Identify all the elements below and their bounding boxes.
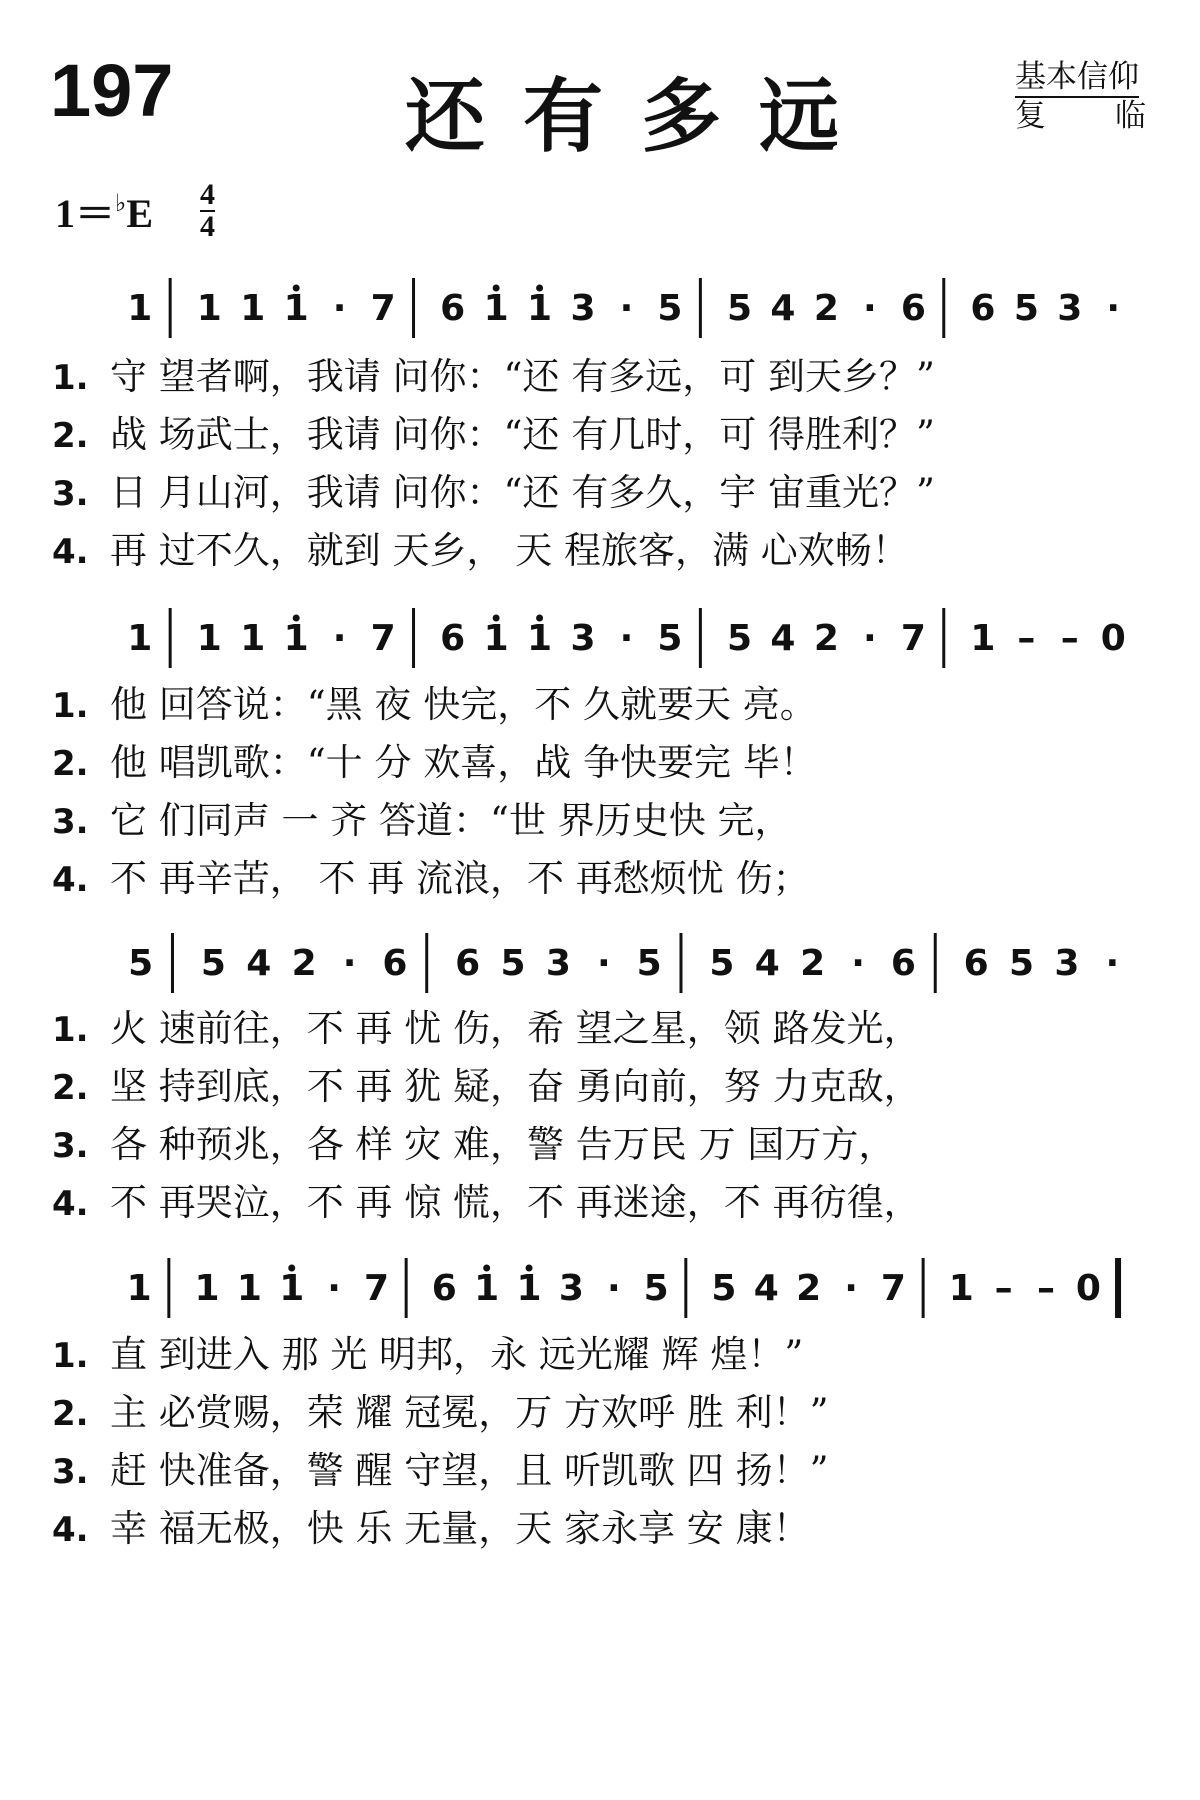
note: 5 <box>726 618 753 659</box>
note: 5 <box>1013 288 1039 329</box>
note: 2 <box>796 1268 822 1309</box>
note: 1 <box>970 618 996 659</box>
key-note: E <box>126 191 154 236</box>
verse-text: 火 速前往，不 再 忧 伤，希 望之星，领 路发光， <box>110 1007 921 1050</box>
note: 4 <box>770 618 796 659</box>
verse-line <box>52 857 810 902</box>
note: 3 <box>558 1268 584 1309</box>
verse-line <box>52 355 935 400</box>
verse-line <box>52 1007 921 1052</box>
note: 2 <box>291 943 317 984</box>
note: 6 <box>900 288 926 329</box>
subcategory-label <box>1015 98 1146 134</box>
note: 6 <box>890 943 916 984</box>
note: – <box>994 1268 1013 1309</box>
note: 1 <box>127 618 153 659</box>
verse-line <box>52 1391 828 1436</box>
note: · <box>851 943 865 984</box>
note: · <box>332 288 347 329</box>
verse-text: 赶 快准备，警 醒 守望，且 听凯歌 四 扬！” <box>110 1449 829 1492</box>
note: 1 <box>240 288 266 329</box>
verse-text: 直 到进入 那 光 明邦，永 远光耀 辉 煌！” <box>110 1333 804 1376</box>
note: 1 <box>126 1268 152 1309</box>
note: 5 <box>200 943 226 984</box>
note: 1 <box>283 618 309 659</box>
verse-line <box>52 1333 803 1378</box>
note: 4 <box>246 943 272 984</box>
note: 4 <box>770 288 796 329</box>
verse-text: 他 唱凯歌：“十 分 欢喜，战 争快要完 毕！ <box>110 741 817 784</box>
note: · <box>327 1268 341 1309</box>
note: 1 <box>283 288 309 329</box>
verse-text: 日 月山河，我请 问你：“还 有多久，宇 宙重光？” <box>110 471 935 514</box>
subcategory-char: 临 <box>1115 98 1146 134</box>
category-label: 基本信仰 <box>1015 58 1139 98</box>
verse-line <box>52 471 935 516</box>
note: 2 <box>813 288 839 329</box>
verse-line <box>52 683 817 728</box>
note: 1 <box>127 288 153 329</box>
note: 6 <box>963 943 989 984</box>
note: 1 <box>527 288 553 329</box>
hymn-title: 还有多远 <box>405 69 877 163</box>
note: 1 <box>196 288 222 329</box>
note: 5 <box>709 943 735 984</box>
verse-number: 1. <box>52 1010 89 1050</box>
verse-line <box>52 799 791 844</box>
note: 5 <box>636 943 662 984</box>
note: 5 <box>711 1268 737 1309</box>
verse-line <box>52 1449 828 1494</box>
verse-line <box>52 1507 810 1552</box>
note: 7 <box>363 1268 390 1309</box>
hymn-number: 197 <box>50 49 174 132</box>
verse-number: 2. <box>52 1394 89 1434</box>
verse-text: 再 过不久，就到 天乡， 天 程旅客，满 心欢畅！ <box>110 529 909 572</box>
note: 3 <box>570 618 596 659</box>
note: 3 <box>545 943 571 984</box>
note: · <box>619 618 634 659</box>
verse-number: 4. <box>52 532 89 572</box>
verse-number: 4. <box>52 860 89 900</box>
verse-number: 1. <box>52 1336 89 1376</box>
verse-line <box>52 529 909 574</box>
verse-number: 4. <box>52 1510 89 1550</box>
note: 1 <box>483 288 509 329</box>
key-signature <box>55 182 153 239</box>
note: · <box>1106 288 1121 329</box>
note: 0 <box>1075 1268 1101 1309</box>
verse-text: 战 场武士，我请 问你：“还 有几时，可 得胜利？” <box>110 413 935 456</box>
time-numerator: 4 <box>200 178 215 211</box>
note: · <box>844 1268 858 1309</box>
note: 7 <box>880 1268 906 1309</box>
note: 7 <box>900 618 926 659</box>
note: 1 <box>240 618 266 659</box>
note: – <box>1060 618 1079 659</box>
note: 1 <box>516 1268 542 1309</box>
note: 5 <box>500 943 526 984</box>
verse-text: 主 必赏赐，荣 耀 冠冕，万 方欢呼 胜 利！” <box>110 1391 829 1434</box>
verse-number: 3. <box>52 474 89 514</box>
note: – <box>1037 1268 1056 1309</box>
note: 6 <box>970 288 996 329</box>
note: 4 <box>754 943 780 984</box>
note: · <box>332 618 347 659</box>
note: · <box>863 288 877 329</box>
subcategory-char: 复 <box>1015 98 1046 134</box>
note: 7 <box>370 288 396 329</box>
note: 1 <box>948 1268 974 1309</box>
verse-text: 它 们同声 一 齐 答道：“世 界历史快 完， <box>110 799 792 842</box>
note: 6 <box>440 288 466 329</box>
note: 6 <box>440 618 466 659</box>
verse-number: 3. <box>52 1126 89 1166</box>
note: 5 <box>726 288 753 329</box>
note: 7 <box>370 618 396 659</box>
time-denominator: 4 <box>200 210 215 243</box>
note: 6 <box>455 943 481 984</box>
verse-number: 1. <box>52 686 89 726</box>
verse-line <box>52 413 935 458</box>
note: 5 <box>657 288 683 329</box>
note: 1 <box>279 1268 305 1309</box>
verse-line <box>52 741 817 786</box>
verse-number: 2. <box>52 416 89 456</box>
note: · <box>619 288 634 329</box>
verse-text: 幸 福无极，快 乐 无量，天 家永享 安 康！ <box>110 1507 810 1550</box>
key-prefix: 1＝ <box>55 191 115 236</box>
note: 3 <box>570 288 596 329</box>
note: · <box>342 943 357 984</box>
note: 5 <box>643 1268 669 1309</box>
note: 3 <box>1057 288 1083 329</box>
note: 4 <box>753 1268 779 1309</box>
verse-number: 2. <box>52 744 89 784</box>
verse-line <box>52 1123 895 1168</box>
note: 0 <box>1100 618 1126 659</box>
flat-icon: ♭ <box>115 189 127 217</box>
note: · <box>606 1268 621 1309</box>
note: 2 <box>800 943 826 984</box>
note: 5 <box>128 943 154 984</box>
note: 3 <box>1054 943 1080 984</box>
note: 1 <box>194 1268 220 1309</box>
verse-text: 各 种预兆，各 样 灾 难，警 告万民 万 国万方， <box>110 1123 896 1166</box>
note: 6 <box>382 943 408 984</box>
note: 1 <box>236 1268 262 1309</box>
verse-text: 不 再哭泣，不 再 惊 慌，不 再迷途，不 再彷徨， <box>110 1181 921 1224</box>
verse-number: 3. <box>52 802 89 842</box>
verse-number: 2. <box>52 1068 89 1108</box>
verse-number: 3. <box>52 1452 89 1492</box>
note: – <box>1017 618 1036 659</box>
note: · <box>596 943 611 984</box>
verse-line <box>52 1181 921 1226</box>
note: 1 <box>483 618 509 659</box>
note: · <box>1105 943 1120 984</box>
note: 1 <box>196 618 222 659</box>
note: 5 <box>1008 943 1035 984</box>
verse-text: 他 回答说：“黑 夜 快完，不 久就要天 亮。 <box>110 683 817 726</box>
note: 1 <box>474 1268 500 1309</box>
verse-line <box>52 1065 921 1110</box>
verse-text: 坚 持到底，不 再 犹 疑，奋 勇向前，努 力克敌， <box>110 1065 921 1108</box>
note: 5 <box>657 618 683 659</box>
time-signature <box>200 180 215 242</box>
verse-number: 4. <box>52 1184 89 1224</box>
note: 2 <box>813 618 839 659</box>
verse-number: 1. <box>52 358 89 398</box>
note: · <box>863 618 877 659</box>
verse-text: 不 再辛苦， 不 再 流浪，不 再愁烦忧 伤； <box>110 857 810 900</box>
verse-text: 守 望者啊，我请 问你：“还 有多远，可 到天乡？” <box>110 355 935 398</box>
note: 6 <box>431 1268 457 1309</box>
note: 1 <box>527 618 553 659</box>
